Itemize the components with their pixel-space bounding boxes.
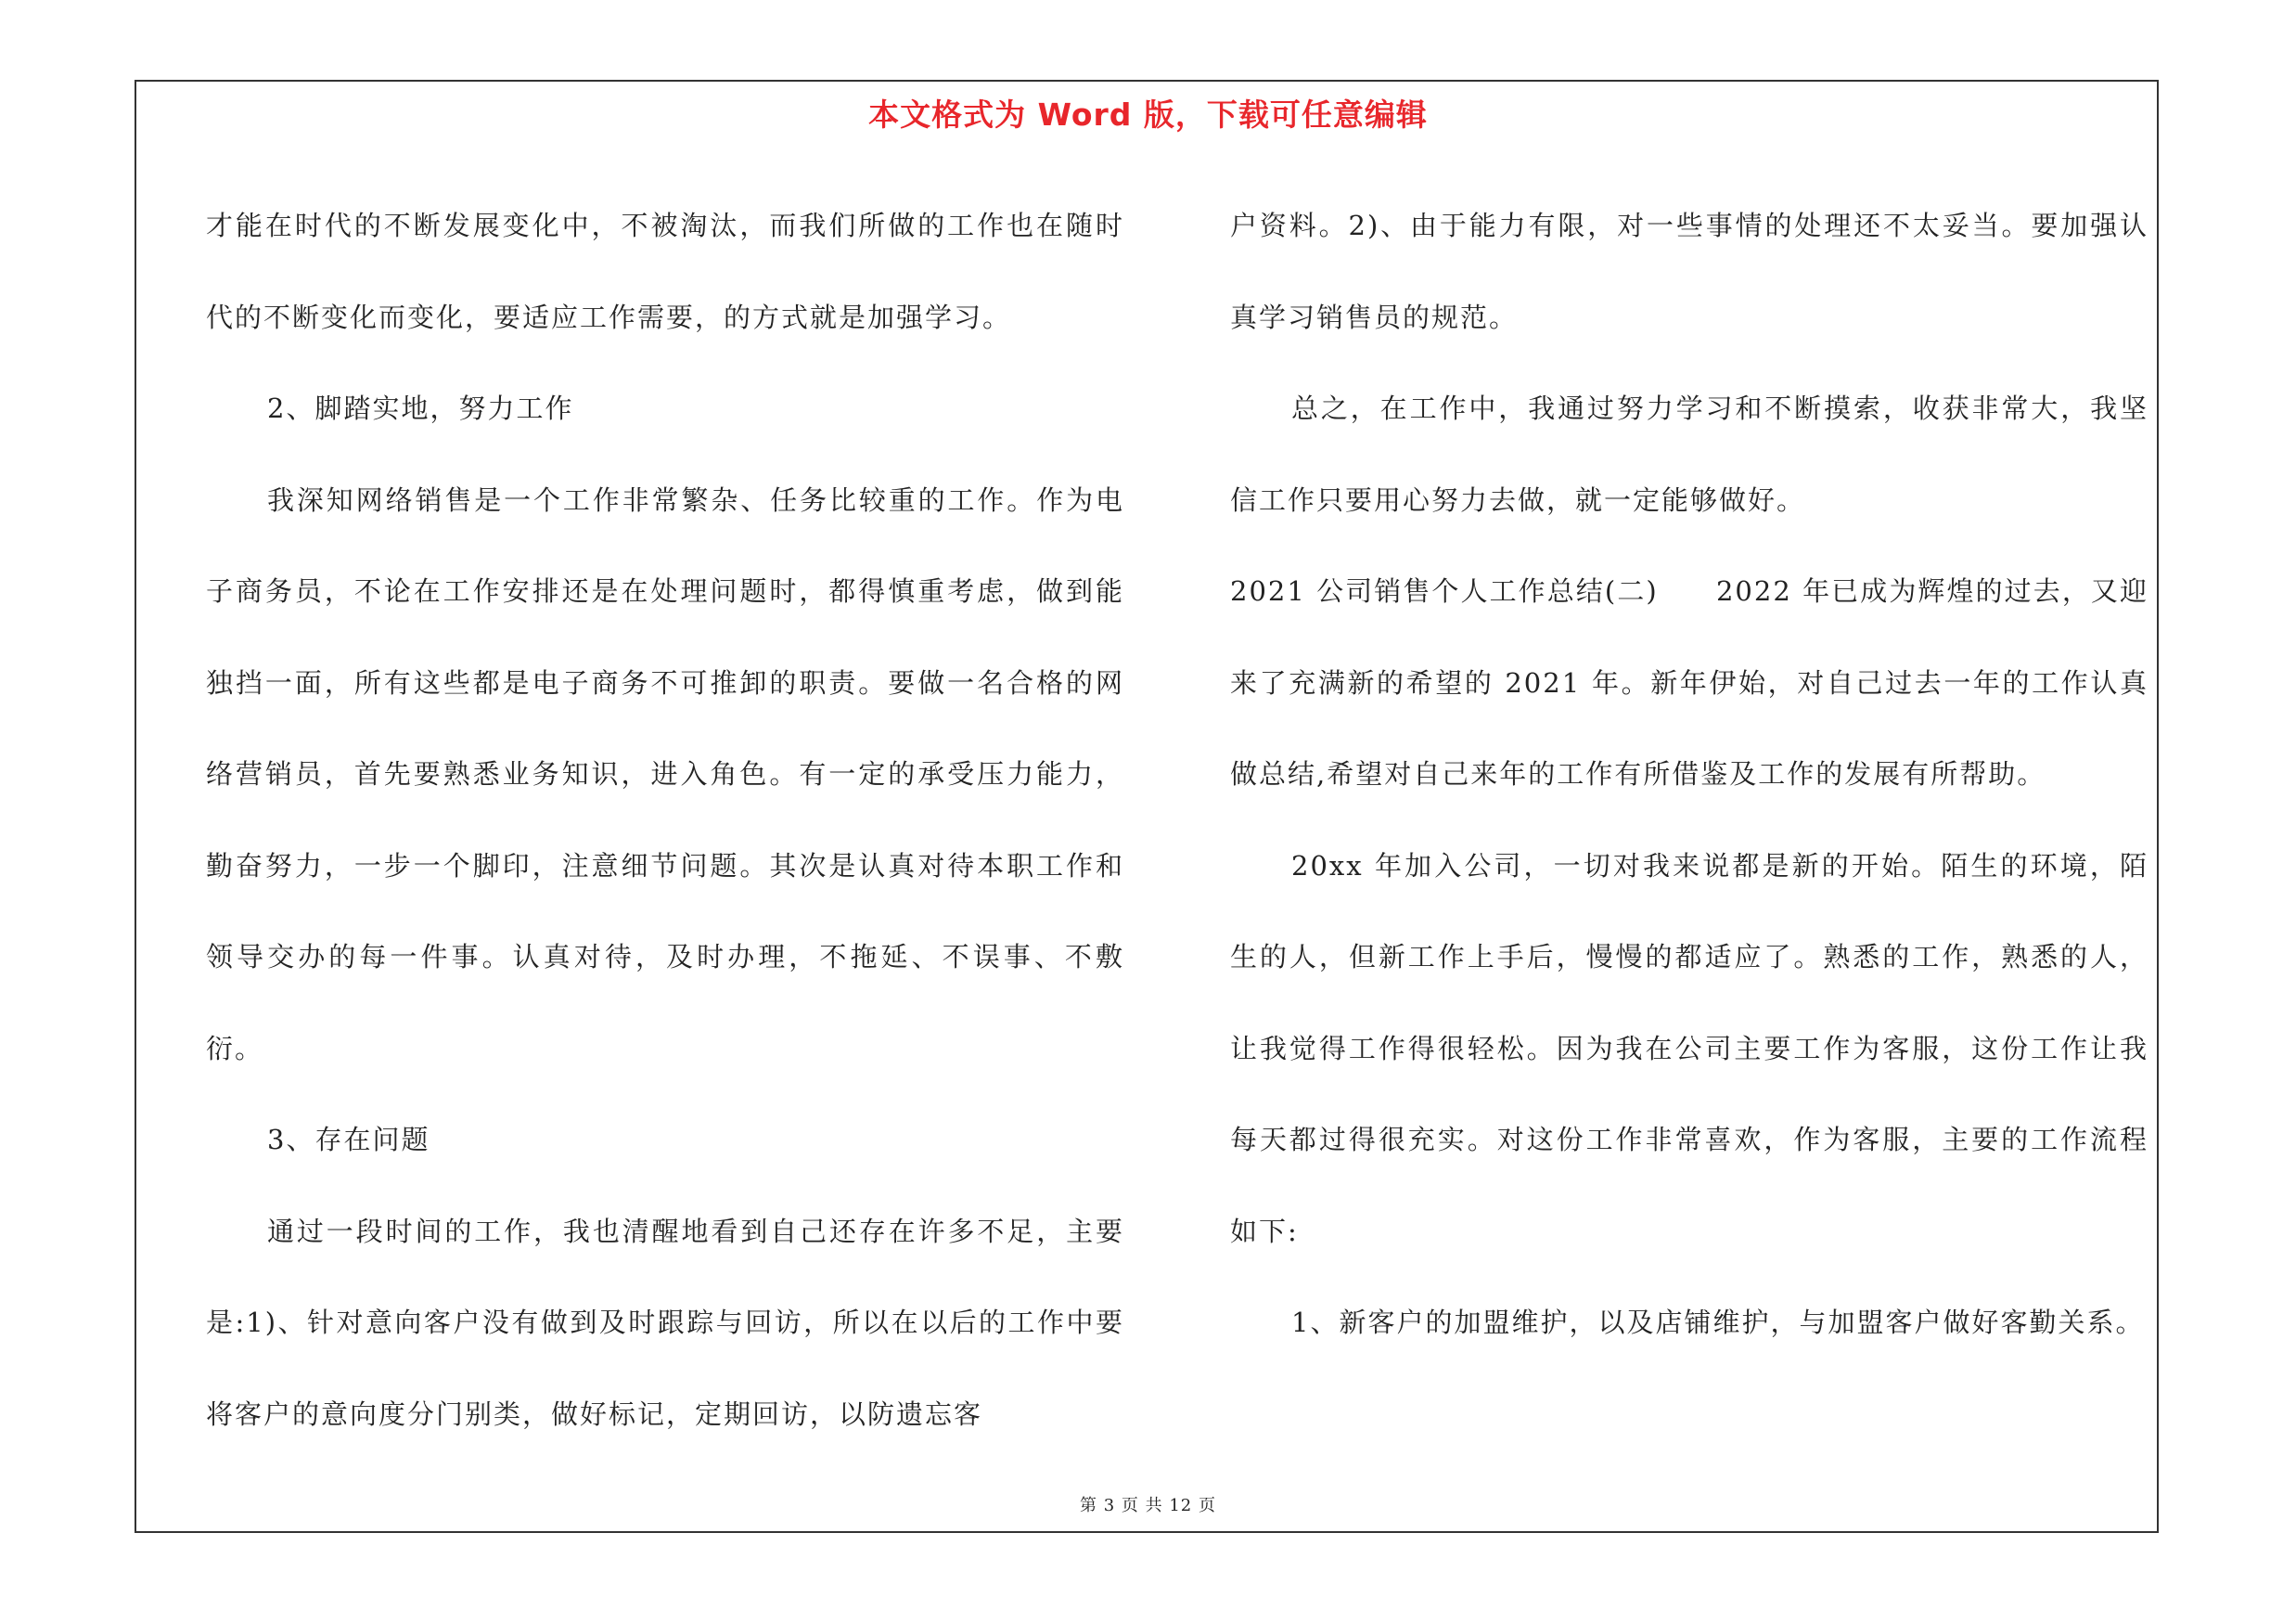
paragraph: 才能在时代的不断发展变化中，不被淘汰，而我们所做的工作也在随时代的不断变化而变化，要适应工作需要，的方式就是加强学习。 <box>206 210 1124 333</box>
format-notice-banner: 本文格式为 Word 版，下载可任意编辑 <box>868 97 1428 133</box>
section-heading: 3、存在问题 <box>267 1124 430 1155</box>
paragraph: 总之，在工作中，我通过努力学习和不断摸索，收获非常大，我坚信工作只要用心努力去做，就一定能够做好。 <box>1230 393 2148 516</box>
section-heading: 2、脚踏实地，努力工作 <box>267 393 574 424</box>
paragraph: 户资料。2)、由于能力有限，对一些事情的处理还不太妥当。要加强认真学习销售员的规范。 <box>1230 210 2148 333</box>
page-number-footer: 第 3 页 共 12 页 <box>1080 1496 1216 1515</box>
right-text-column <box>1230 180 2148 1369</box>
paragraph: 我深知网络销售是一个工作非常繁杂、任务比较重的工作。作为电子商务员，不论在工作安排还是在处理问题时，都得慎重考虑，做到能独挡一面，所有这些都是电子商务不可推卸的职责。要做一名合格的网络营销员，首先要熟悉业务知识，进入角色。有一定的承受压力能力，勤奋努力，一步一个脚印，注意细节问题。其次是认真对待本职工作和领导交办的每一件事。认真对待，及时办理，不拖延、不误事、不敷衍。 <box>206 483 1124 1064</box>
paragraph: 2021 公司销售个人工作总结(二) 2022 年已成为辉煌的过去，又迎来了充满新的希望的 2021 年。新年伊始，对自己过去一年的工作认真做总结,希望对自己来年的工作有所借鉴及工作的发展有所帮助。 <box>1230 575 2148 790</box>
left-text-column <box>206 180 1124 1460</box>
paragraph: 1、新客户的加盟维护，以及店铺维护，与加盟客户做好客勤关系。 <box>1291 1307 2145 1338</box>
paragraph: 通过一段时间的工作，我也清醒地看到自己还存在许多不足，主要是:1)、针对意向客户没有做到及时跟踪与回访，所以在以后的工作中要将客户的意向度分门别类，做好标记，定期回访，以防遗忘客 <box>206 1215 1124 1430</box>
paragraph: 20xx 年加入公司，一切对我来说都是新的开始。陌生的环境，陌生的人，但新工作上手后，慢慢的都适应了。熟悉的工作，熟悉的人，让我觉得工作得很轻松。因为我在公司主要工作为客服，这份工作让我每天都过得很充实。对这份工作非常喜欢，作为客服，主要的工作流程如下: <box>1230 849 2148 1247</box>
